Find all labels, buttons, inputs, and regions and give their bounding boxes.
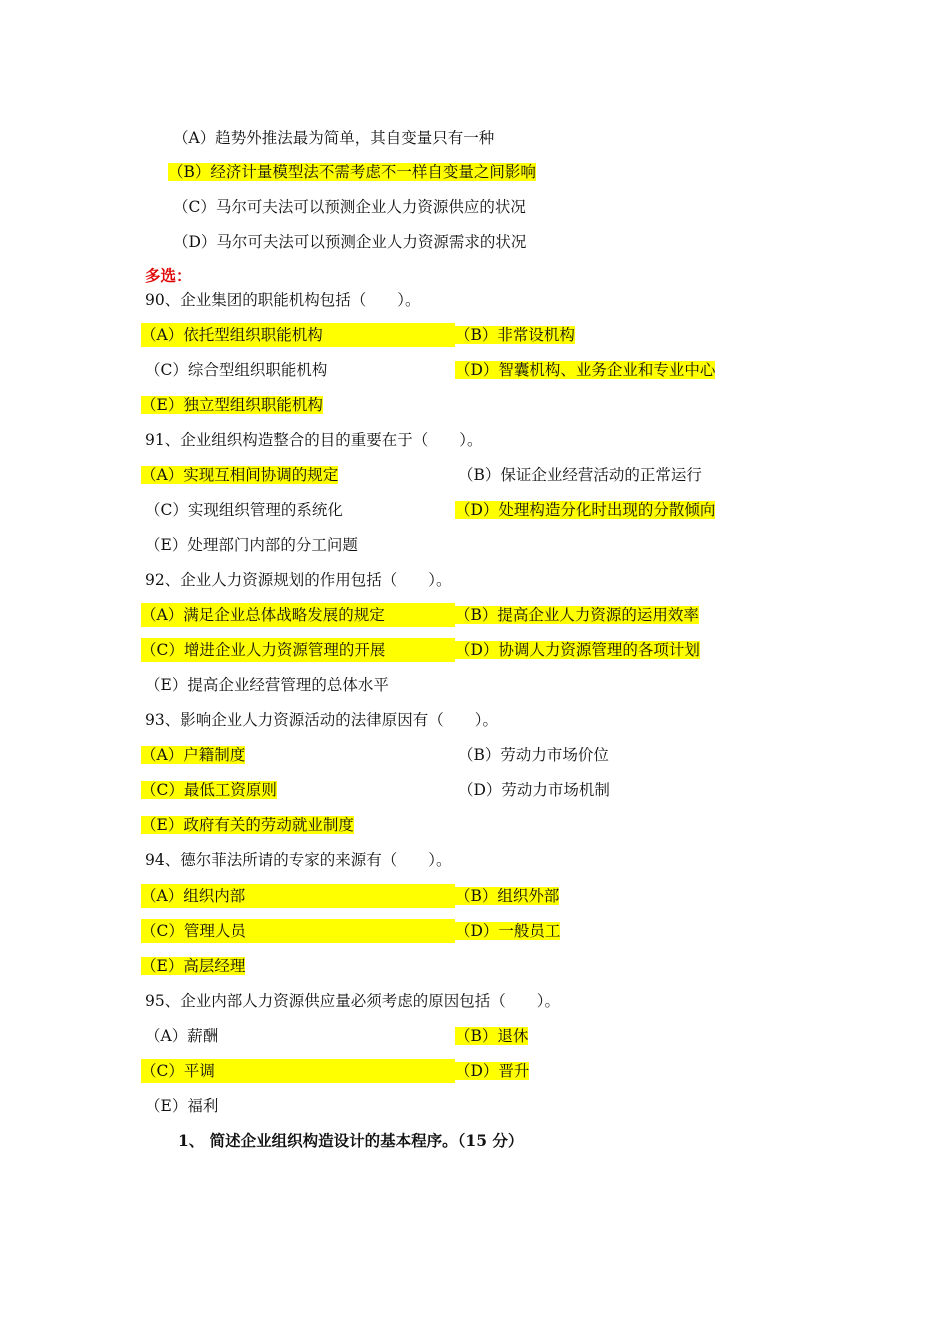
q92-option-a: （A）满足企业总体战略发展的规定 (141, 603, 455, 627)
q94-option-c: （C）管理人员 (141, 919, 455, 943)
q93-option-d: （D）劳动力市场机制 (458, 781, 610, 799)
q94-option-a: （A）组织内部 (141, 884, 455, 908)
q95-option-a: （A）薪酬 (145, 1027, 219, 1045)
essay-question: 1、 简述企业组织构造设计的基本程序。（15 分） (178, 1131, 524, 1150)
q91-option-e: （E）处理部门内部的分工问题 (145, 536, 358, 554)
q91-option-d: （D）处理构造分化时出现的分散倾向 (455, 501, 716, 519)
preamble-option-b: （B）经济计量模型法不需考虑不一样自变量之间影响 (168, 163, 536, 181)
q92-option-e: （E）提高企业经营管理的总体水平 (145, 676, 389, 694)
q94-option-b: （B）组织外部 (455, 887, 560, 905)
question-stem-90: 90、企业集团的职能机构包括（ ）。 (145, 291, 421, 309)
preamble-option-d: （D）马尔可夫法可以预测企业人力资源需求的状况 (173, 233, 527, 251)
question-stem-91: 91、企业组织构造整合的目的重要在于（ ）。 (145, 431, 483, 449)
q95-option-b: （B）退休 (455, 1027, 529, 1045)
question-stem-92: 92、企业人力资源规划的作用包括（ ）。 (145, 571, 452, 589)
q90-option-a: （A）依托型组织职能机构 (141, 323, 455, 347)
q93-option-a: （A）户籍制度 (141, 746, 246, 764)
preamble-option-a: （A）趋势外推法最为简单，其自变量只有一种 (173, 129, 495, 147)
q92-option-d: （D）协调人力资源管理的各项计划 (455, 641, 700, 659)
q90-option-c: （C）综合型组织职能机构 (145, 361, 328, 379)
q94-option-e: （E）高层经理 (141, 957, 246, 975)
q93-option-e: （E）政府有关的劳动就业制度 (141, 816, 354, 834)
q93-option-b: （B）劳动力市场价位 (458, 746, 609, 764)
q90-option-d: （D）智囊机构、业务企业和专业中心 (455, 361, 716, 379)
q92-option-b: （B）提高企业人力资源的运用效率 (455, 606, 699, 624)
question-stem-95: 95、企业内部人力资源供应量必须考虑的原因包括（ ）。 (145, 992, 560, 1010)
q94-option-d: （D）一般员工 (455, 922, 561, 940)
preamble-option-c: （C）马尔可夫法可以预测企业人力资源供应的状况 (173, 198, 526, 216)
q93-option-c: （C）最低工资原则 (141, 781, 277, 799)
question-stem-94: 94、德尔菲法所请的专家的来源有（ ）。 (145, 851, 452, 869)
q91-option-b: （B）保证企业经营活动的正常运行 (458, 466, 702, 484)
q95-option-e: （E）福利 (145, 1097, 219, 1115)
q91-option-c: （C）实现组织管理的系统化 (145, 501, 343, 519)
q95-option-c: （C）平调 (141, 1059, 455, 1083)
q91-option-a: （A）实现互相间协调的规定 (141, 466, 339, 484)
section-label-multiple-choice: 多选： (145, 266, 192, 285)
q95-option-d: （D）晋升 (455, 1062, 530, 1080)
q90-option-b: （B）非常设机构 (455, 326, 575, 344)
q90-option-e: （E）独立型组织职能机构 (141, 396, 323, 414)
q92-option-c: （C）增进企业人力资源管理的开展 (141, 638, 455, 662)
question-stem-93: 93、影响企业人力资源活动的法律原因有（ ）。 (145, 711, 498, 729)
